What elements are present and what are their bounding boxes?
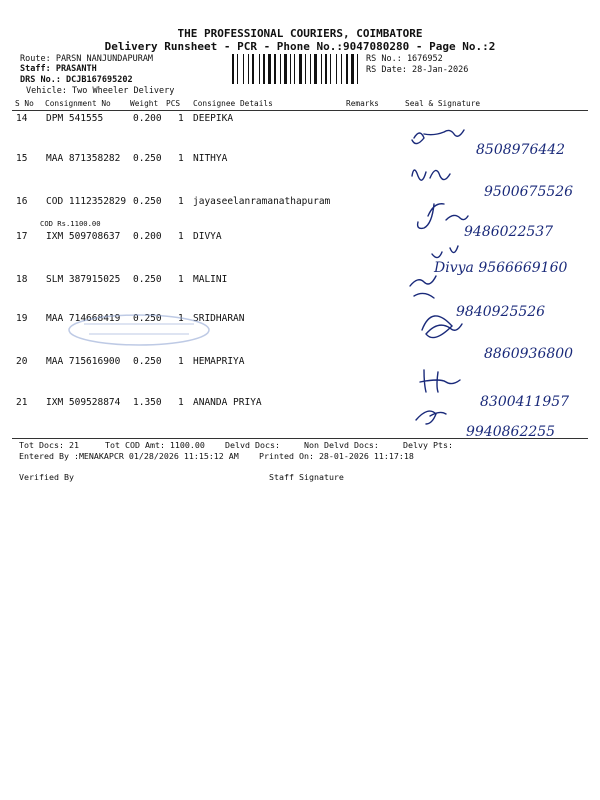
faded-stamp <box>64 312 214 348</box>
row-weight: 0.250 <box>133 153 162 164</box>
non-delivered-docs: Non Delvd Docs: <box>304 440 379 450</box>
row-sno: 16 <box>16 196 28 207</box>
row-consignee: DEEPIKA <box>193 113 234 124</box>
handwritten-phone-14: 8508976442 <box>476 142 566 158</box>
handwritten-phone-18: 9840925526 <box>456 304 546 320</box>
handwritten-phone-16: 9486022537 <box>464 224 554 240</box>
col-seal-signature: Seal & Signature <box>405 99 481 108</box>
row-sno: 21 <box>16 397 28 408</box>
handwritten-phone-15: 9500675526 <box>484 184 574 200</box>
total-cod-amount: Tot COD Amt: 1100.00 <box>105 440 205 450</box>
row-weight: 0.250 <box>133 196 162 207</box>
row-pcs: 1 <box>178 397 184 408</box>
row-weight: 0.200 <box>133 231 162 242</box>
handwritten-phone-21: 9940862255 <box>466 424 556 440</box>
row-consignee: jayaseelanramanathapuram <box>193 196 331 207</box>
row-consignee: MALINI <box>193 274 228 285</box>
row-weight: 0.250 <box>133 274 162 285</box>
row-consignment: IXM 509528874 <box>46 397 121 408</box>
row-weight: 0.250 <box>133 356 162 367</box>
cod-amount-note: COD Rs.1100.00 <box>40 219 101 228</box>
row-sno: 19 <box>16 313 28 324</box>
row-sno: 18 <box>16 274 28 285</box>
route-label: Route: PARSN NANJUNDAPURAM <box>20 54 154 64</box>
company-name: THE PROFESSIONAL COURIERS, COIMBATORE <box>177 27 423 40</box>
header-divider <box>12 110 588 111</box>
handwritten-name-phone-17: Divya 9566669160 <box>434 260 568 276</box>
printed-on: Printed On: 28-01-2026 11:17:18 <box>259 451 414 461</box>
delivered-docs: Delvd Docs: <box>225 440 280 450</box>
row-consignee: NITHYA <box>193 153 228 164</box>
row-consignee: HEMAPRIYA <box>193 356 245 367</box>
row-consignment: MAA 715616900 <box>46 356 121 367</box>
row-pcs: 1 <box>178 313 184 324</box>
row-consignee: ANANDA PRIYA <box>193 397 262 408</box>
footer-divider <box>12 438 588 439</box>
rs-date: RS Date: 28-Jan-2026 <box>366 65 469 75</box>
row-consignee: DIVYA <box>193 231 222 242</box>
row-weight: 0.250 <box>133 313 162 324</box>
row-consignment: DPM 541555 <box>46 113 104 124</box>
handwritten-phone-19: 8860936800 <box>484 346 574 362</box>
staff-signature: Staff Signature <box>269 472 344 482</box>
col-consignment: Consignment No <box>45 99 111 108</box>
delivery-points: Delvy Pts: <box>403 440 453 450</box>
row-consignee: SRIDHARAN <box>193 313 245 324</box>
verified-by: Verified By <box>19 472 74 482</box>
row-sno: 20 <box>16 356 28 367</box>
row-pcs: 1 <box>178 196 184 207</box>
barcode-image <box>232 54 362 84</box>
row-pcs: 1 <box>178 274 184 285</box>
runsheet-subtitle: Delivery Runsheet - PCR - Phone No.:9047080280 - Page No.:2 <box>104 40 496 53</box>
row-pcs: 1 <box>178 356 184 367</box>
row-sno: 15 <box>16 153 28 164</box>
entered-by: Entered By :MENAKAPCR 01/28/2026 11:15:12 AM <box>19 451 239 461</box>
row-consignment: MAA 714668419 <box>46 313 121 324</box>
row-pcs: 1 <box>178 153 184 164</box>
row-consignment: IXM 509708637 <box>46 231 121 242</box>
row-pcs: 1 <box>178 231 184 242</box>
staff-label: Staff: PRASANTH <box>20 64 97 74</box>
row-weight: 0.200 <box>133 113 162 124</box>
row-pcs: 1 <box>178 113 184 124</box>
col-consignee: Consignee Details <box>193 99 273 108</box>
drs-number: DRS No.: DCJB167695202 <box>20 75 133 85</box>
row-consignment: MAA 871358282 <box>46 153 121 164</box>
handwritten-signatures <box>400 120 600 440</box>
rs-number: RS No.: 1676952 <box>366 54 443 64</box>
row-consignment: COD 1112352829 <box>46 196 127 207</box>
row-consignment: SLM 387915025 <box>46 274 121 285</box>
row-sno: 17 <box>16 231 28 242</box>
row-weight: 1.350 <box>133 397 162 408</box>
total-docs: Tot Docs: 21 <box>19 440 79 450</box>
row-sno: 14 <box>16 113 28 124</box>
vehicle-label: Vehicle: Two Wheeler Delivery <box>26 86 175 96</box>
col-pcs: PCS <box>166 99 181 108</box>
col-weight: Weight <box>130 99 159 108</box>
col-remarks: Remarks <box>346 99 379 108</box>
col-sno: S No <box>15 99 34 108</box>
handwritten-phone-20: 8300411957 <box>480 394 570 410</box>
